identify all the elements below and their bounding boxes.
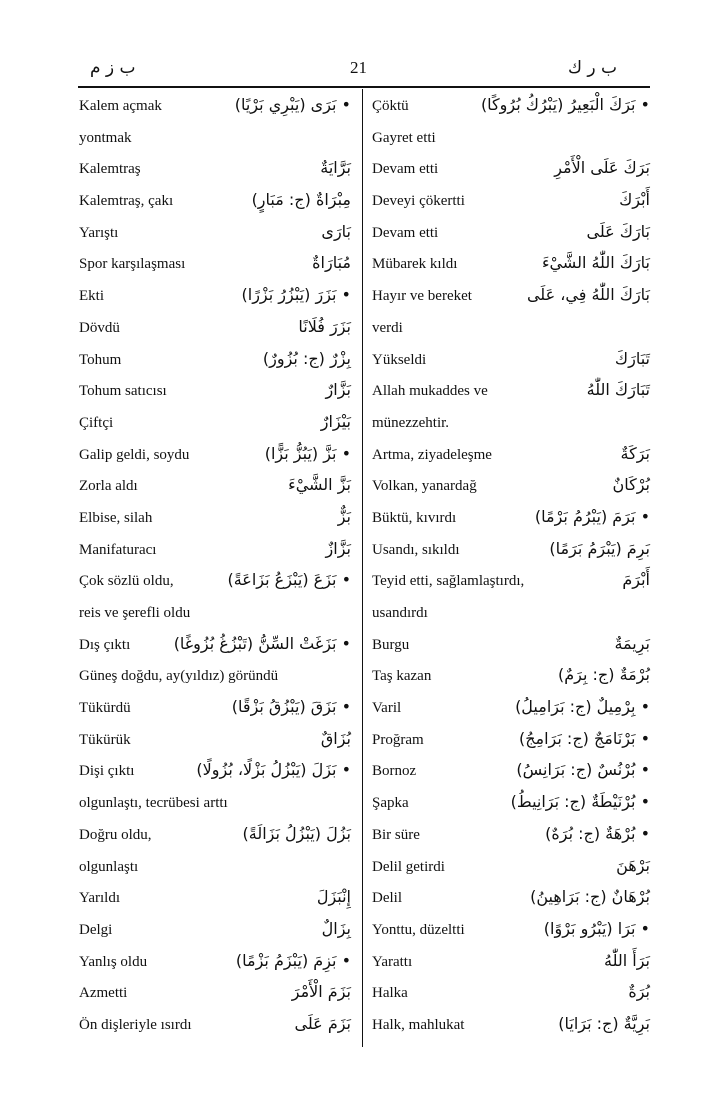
arabic-headword: بَرِمَ (يَبْرَمُ بَرَمًا) — [549, 538, 650, 558]
dictionary-entry — [79, 252, 351, 284]
turkish-meaning: Halk, mahlukat — [372, 1016, 465, 1033]
arabic-headword: • بُرْهَةٌ (ج: بُرَهٌ) — [545, 823, 650, 843]
arabic-headword: بِزَالٌ — [321, 918, 351, 938]
dictionary-entry — [79, 823, 351, 855]
arabic-headword: أَبْرَمَ — [622, 570, 650, 590]
dictionary-entry — [79, 950, 351, 982]
arabic-headword: بَزَمَ عَلَى — [294, 1013, 351, 1033]
right-column — [372, 94, 650, 1045]
turkish-meaning: Kalem açmak — [79, 98, 162, 114]
dictionary-entry — [372, 696, 650, 728]
turkish-meaning: Deveyi çökertti — [372, 193, 465, 210]
arabic-headword: • بَزَقَ (يَبْزُقُ بَزْقًا) — [231, 697, 351, 717]
arabic-headword: بَارَكَ عَلَى — [586, 221, 650, 241]
turkish-meaning: Kalemtraş — [79, 161, 141, 178]
dictionary-entry — [372, 443, 650, 475]
arabic-headword: • بَزِمَ (يَبْزَمُ بَزْمًا) — [235, 950, 351, 970]
dictionary-entry — [79, 791, 351, 823]
turkish-meaning: Mübarek kıldı — [372, 256, 458, 273]
turkish-meaning: Elbise, silah — [79, 509, 153, 526]
dictionary-entry — [372, 94, 650, 126]
dictionary-entry — [372, 633, 650, 665]
dictionary-entry — [79, 126, 351, 158]
turkish-meaning: Yanlış oldu — [79, 953, 148, 970]
dictionary-entry — [79, 221, 351, 253]
dictionary-entry — [79, 696, 351, 728]
dictionary-entry — [79, 633, 351, 665]
dictionary-entry — [372, 823, 650, 855]
turkish-meaning: olgunlaştı — [79, 858, 139, 875]
turkish-meaning: Galip geldi, soydu — [79, 446, 190, 463]
turkish-meaning: Çiftçi — [79, 414, 114, 431]
turkish-meaning: Artma, ziyadeleşme — [372, 446, 492, 463]
arabic-headword: بَارَى — [321, 221, 351, 241]
dictionary-entry — [372, 157, 650, 189]
arabic-headword: تَبَارَكَ اللّٰهُ — [586, 380, 650, 400]
arabic-headword: مِبْرَاةٌ (ج: مَبَارٍ) — [251, 190, 351, 210]
turkish-meaning: Yarıştı — [79, 224, 119, 241]
arabic-headword: • بَرَمَ (يَبْرُمُ بَرْمًا) — [534, 506, 650, 526]
dictionary-entry — [372, 601, 650, 633]
dictionary-entry — [372, 126, 650, 158]
dictionary-entry — [79, 506, 351, 538]
turkish-meaning: Tükürdü — [79, 700, 131, 717]
turkish-meaning: Büktü, kıvırdı — [372, 509, 457, 526]
dictionary-entry — [79, 601, 351, 633]
dictionary-entry — [372, 284, 650, 316]
dictionary-entry — [372, 950, 650, 982]
turkish-meaning: Delil getirdi — [372, 858, 445, 875]
turkish-meaning: Çok sözlü oldu, — [79, 573, 174, 590]
turkish-meaning: Yarıldı — [79, 890, 120, 907]
arabic-headword: بَرِيمَةٌ — [614, 633, 650, 653]
arabic-headword: • بَرَكَ الْبَعِيرُ (يَبْرُكُ بُرُوكًا) — [480, 95, 650, 114]
arabic-headword: تَبَارَكَ — [614, 348, 650, 368]
turkish-meaning: Tohum — [79, 351, 122, 368]
turkish-meaning: Dış çıktı — [79, 636, 131, 653]
turkish-meaning: Bir süre — [372, 826, 420, 843]
arabic-headword: بُرْمَةٌ (ج: بِرَمٌ) — [558, 665, 650, 685]
dictionary-entry — [79, 474, 351, 506]
turkish-meaning: usandırdı — [372, 605, 428, 621]
turkish-meaning: Varil — [372, 700, 402, 717]
turkish-meaning: Teyid etti, sağlamlaştırdı, — [372, 573, 525, 590]
arabic-headword: • بَزَعَ (يَبْزَعُ بَزَاعَةً) — [227, 570, 351, 590]
dictionary-entry — [79, 664, 351, 696]
turkish-meaning: Gayret etti — [372, 129, 436, 146]
dictionary-entry — [372, 348, 650, 380]
page-number: 21 — [350, 58, 367, 77]
arabic-headword: بُزَاقٌ — [320, 728, 351, 748]
arabic-headword: • بَزَرَ (يَبْزُرُ بَزْرًا) — [241, 285, 351, 305]
turkish-meaning: Ekti — [79, 288, 104, 305]
dictionary-entry — [372, 379, 650, 411]
dictionary-entry — [372, 855, 650, 887]
arabic-headword: بَزَّازٌ — [325, 538, 351, 558]
arabic-headword: إِنْبَزَلَ — [316, 887, 351, 907]
turkish-meaning: münezzehtir. — [372, 414, 450, 431]
turkish-meaning: reis ve şerefli oldu — [79, 605, 191, 621]
dictionary-entry — [372, 252, 650, 284]
arabic-headword: بَارَكَ اللّٰهُ الشَّيْءَ — [541, 253, 650, 273]
turkish-meaning: Volkan, yanardağ — [372, 478, 477, 495]
turkish-meaning: Güneş doğdu, ay(yıldız) göründü — [79, 668, 279, 685]
dictionary-entry — [372, 728, 650, 760]
arabic-headword: بُرْهَانٌ (ج: بَرَاهِينُ) — [530, 887, 650, 907]
arabic-headword: • بَرَى (يَبْرِي بَرْيًا) — [234, 95, 351, 114]
turkish-meaning: Dişi çıktı — [79, 763, 135, 780]
dictionary-entry — [79, 284, 351, 316]
arabic-headword: • بَزَّ (يَبُزُّ بَزًّا) — [264, 443, 351, 463]
turkish-meaning: Zorla aldı — [79, 478, 138, 495]
column-divider — [362, 89, 363, 1047]
turkish-meaning: Azmetti — [79, 985, 128, 1002]
dictionary-entry — [79, 886, 351, 918]
arabic-headword: أَبْرَكَ — [619, 190, 650, 210]
arabic-headword: بَارَكَ اللّٰهُ فِي، عَلَى — [526, 285, 650, 305]
arabic-headword: بَرَكَةٌ — [620, 443, 650, 463]
arabic-headword: بَرَأَ اللّٰهُ — [603, 950, 650, 970]
arabic-headword: بَزُلَ (يَبْزُلُ بَزَالَةً) — [242, 823, 351, 843]
turkish-meaning: Bornoz — [372, 763, 417, 780]
turkish-meaning: Yonttu, düzeltti — [372, 921, 465, 938]
turkish-meaning: Usandı, sıkıldı — [372, 541, 460, 558]
arabic-headword: بَزَمَ الْأَمْرَ — [291, 982, 351, 1002]
dictionary-entry — [79, 759, 351, 791]
arabic-headword: بَرِيَّةٌ (ج: بَرَايَا) — [558, 1013, 650, 1033]
turkish-meaning: verdi — [372, 319, 403, 336]
dictionary-entry — [79, 379, 351, 411]
dictionary-entry — [372, 189, 650, 221]
turkish-meaning: Manifaturacı — [79, 541, 157, 558]
dictionary-entry — [79, 981, 351, 1013]
dictionary-entry — [79, 94, 351, 126]
dictionary-entry — [372, 474, 650, 506]
arabic-headword: مُبَارَاةٌ — [312, 253, 351, 273]
dictionary-entry — [372, 316, 650, 348]
header-rule — [78, 86, 650, 88]
dictionary-entry — [372, 221, 650, 253]
arabic-headword: بَزَّارٌ — [325, 380, 351, 400]
dictionary-entry — [79, 316, 351, 348]
turkish-meaning: Şapka — [372, 795, 409, 812]
turkish-meaning: Proğram — [372, 731, 424, 748]
header-left-letters: ب ز م — [90, 58, 136, 78]
turkish-meaning: Allah mukaddes ve — [372, 383, 488, 400]
turkish-meaning: Tohum satıcısı — [79, 383, 167, 400]
turkish-meaning: Kalemtraş, çakı — [79, 193, 174, 210]
turkish-meaning: Spor karşılaşması — [79, 256, 186, 273]
turkish-meaning: Tükürük — [79, 731, 131, 748]
arabic-headword: بَيْزَارٌ — [320, 411, 351, 431]
dictionary-entry — [79, 918, 351, 950]
dictionary-entry — [79, 348, 351, 380]
page-header — [0, 58, 725, 88]
turkish-meaning: Delgi — [79, 921, 113, 938]
turkish-meaning: Dövdü — [79, 319, 120, 336]
turkish-meaning: Yarattı — [372, 953, 413, 970]
dictionary-entry — [372, 1013, 650, 1045]
arabic-headword: بُرَةٌ — [628, 982, 650, 1002]
dictionary-entry — [79, 569, 351, 601]
arabic-headword: • بَرَا (يَبْرُو بَرْوًا) — [543, 918, 650, 938]
turkish-meaning: Burgu — [372, 636, 410, 653]
arabic-headword: بُرْكَانٌ — [612, 475, 650, 495]
dictionary-entry — [79, 855, 351, 887]
arabic-headword: • بَرْنَامَجٌ (ج: بَرَامِجُ) — [518, 728, 650, 748]
turkish-meaning: Çöktü — [372, 98, 409, 114]
dictionary-entry — [79, 728, 351, 760]
dictionary-entry — [79, 189, 351, 221]
arabic-headword: بَزَرَ فُلَانًا — [298, 316, 351, 336]
arabic-headword: • بِرْمِيلٌ (ج: بَرَامِيلُ) — [515, 697, 650, 717]
turkish-meaning: Doğru oldu, — [79, 826, 152, 843]
arabic-headword: بِزْرٌ (ج: بُزُورٌ) — [262, 348, 351, 368]
dictionary-entry — [79, 1013, 351, 1045]
turkish-meaning: yontmak — [79, 129, 132, 146]
dictionary-entry — [372, 411, 650, 443]
arabic-headword: • بُرْنَيْطَةٌ (ج: بَرَانِيطُ) — [510, 792, 650, 812]
dictionary-entry — [372, 981, 650, 1013]
left-column — [79, 94, 351, 1045]
turkish-meaning: Devam etti — [372, 224, 439, 241]
arabic-headword: بَزٌّ — [337, 506, 351, 526]
arabic-headword: • بَزَغَتْ السِّنُّ (تَبْزُغُ بُزُوغًا) — [173, 633, 351, 653]
arabic-headword: • بَزَلَ (يَبْزُلُ بَزْلًا، بُزُولًا) — [196, 760, 351, 780]
header-right-letters: ب ر ك — [568, 58, 618, 78]
turkish-meaning: Ön dişleriyle ısırdı — [79, 1016, 192, 1033]
dictionary-entry — [372, 506, 650, 538]
turkish-meaning: olgunlaştı, tecrübesi arttı — [79, 795, 228, 812]
dictionary-entry — [372, 664, 650, 696]
arabic-headword: • بُرْنُسٌ (ج: بَرَانِسُ) — [516, 760, 650, 780]
turkish-meaning: Hayır ve bereket — [372, 288, 472, 305]
turkish-meaning: Devam etti — [372, 161, 439, 178]
dictionary-entry — [372, 918, 650, 950]
dictionary-entry — [372, 569, 650, 601]
turkish-meaning: Taş kazan — [372, 668, 432, 685]
arabic-headword: بَرَكَ عَلَى الْأَمْرِ — [554, 158, 650, 178]
dictionary-entry — [79, 411, 351, 443]
dictionary-entry — [372, 791, 650, 823]
dictionary-entry — [372, 886, 650, 918]
turkish-meaning: Yükseldi — [372, 351, 427, 368]
dictionary-entry — [372, 538, 650, 570]
arabic-headword: بَرَّايَةٌ — [320, 158, 351, 178]
arabic-headword: بَرْهَنَ — [616, 855, 650, 875]
dictionary-entry — [79, 443, 351, 475]
dictionary-entry — [79, 157, 351, 189]
arabic-headword: بَزَّ الشَّيْءَ — [288, 475, 351, 495]
turkish-meaning: Delil — [372, 890, 402, 907]
turkish-meaning: Halka — [372, 985, 408, 1002]
dictionary-entry — [372, 759, 650, 791]
dictionary-entry — [79, 538, 351, 570]
